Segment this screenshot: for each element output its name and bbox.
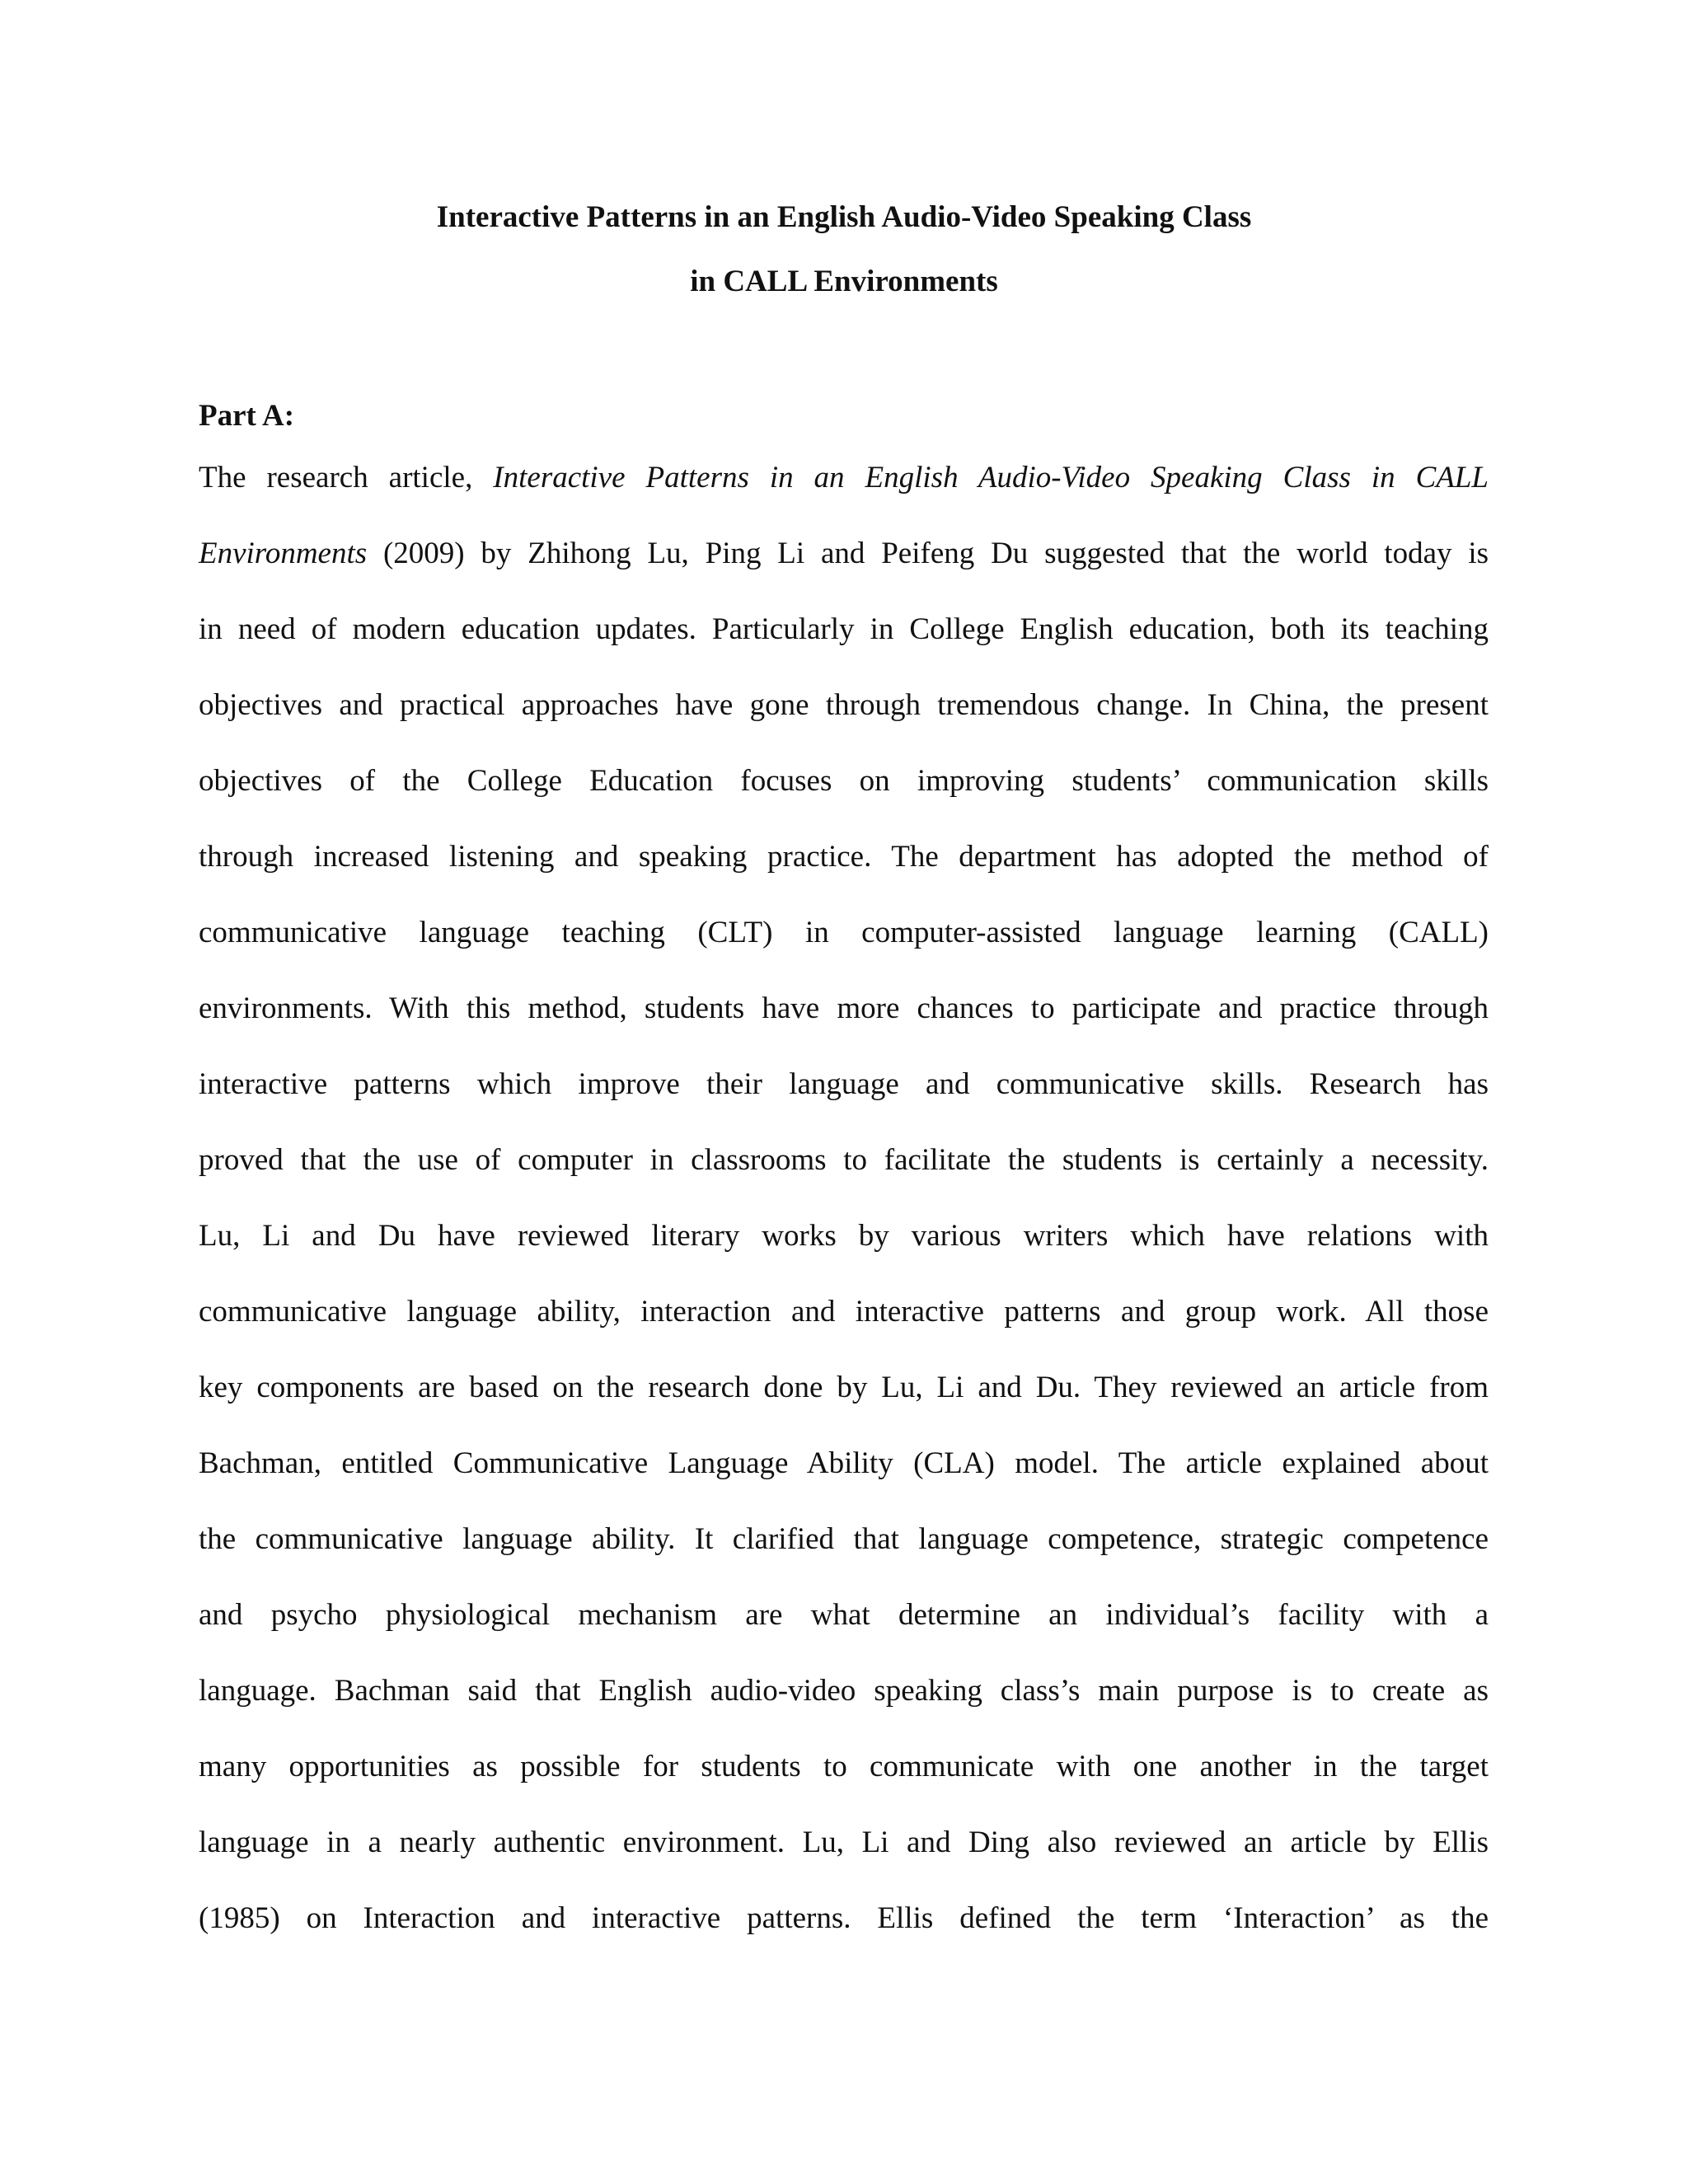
article-title-italic: Interactive Patterns in an English Audio-Video Speaking Class in CALL [493,461,1489,494]
body-line: communicative language teaching (CLT) in computer-assisted language learning (CALL) [199,916,1489,949]
body-line: the communicative language ability. It clarified that language competence, strategic competence [199,1522,1489,1556]
document-title-line-1: Interactive Patterns in an English Audio-Video Speaking Class [436,200,1252,234]
article-title-italic-continued: Environments [199,537,368,570]
body-line: language. Bachman said that English audio-video speaking class’s main purpose is to create as [199,1674,1489,1708]
body-line: Bachman, entitled Communicative Language Ability (CLA) model. The article explained about [199,1446,1489,1480]
body-text [199,460,1489,1976]
body-line: (1985) on Interaction and interactive patterns. Ellis defined the term ‘Interaction’ as the [199,1901,1489,1935]
body-line: interactive patterns which improve their language and communicative skills. Research has [199,1067,1489,1101]
body-line: The research article, Interactive Patterns in an English Audio-Video Speaking Class in CALL [199,461,1489,494]
body-line: communicative language ability, interaction and interactive patterns and group work. All those [199,1295,1489,1329]
body-line: environments. With this method, students have more chances to participate and practice through [199,991,1489,1025]
body-line: Lu, Li and Du have reviewed literary works by various writers which have relations with [199,1219,1489,1253]
section-heading: Part A: [199,399,295,433]
body-line: many opportunities as possible for students to communicate with one another in the target [199,1750,1489,1783]
body-line: through increased listening and speaking practice. The department has adopted the method of [199,840,1489,874]
body-line: key components are based on the research done by Lu, Li and Du. They reviewed an article from [199,1371,1489,1404]
body-line: objectives of the College Education focuses on improving students’ communication skills [199,764,1489,798]
body-line: Environments (2009) by Zhihong Lu, Ping Li and Peifeng Du suggested that the world today is [199,537,1489,570]
body-line: objectives and practical approaches have gone through tremendous change. In China, the present [199,688,1489,722]
body-line: language in a nearly authentic environment. Lu, Li and Ding also reviewed an article by Ellis [199,1825,1489,1859]
body-line: proved that the use of computer in classrooms to facilitate the students is certainly a necessity. [199,1143,1489,1177]
body-line: and psycho physiological mechanism are what determine an individual’s facility with a [199,1598,1489,1632]
body-line: in need of modern education updates. Particularly in College English education, both its teaching [199,612,1489,646]
document-title-line-2: in CALL Environments [690,265,998,298]
